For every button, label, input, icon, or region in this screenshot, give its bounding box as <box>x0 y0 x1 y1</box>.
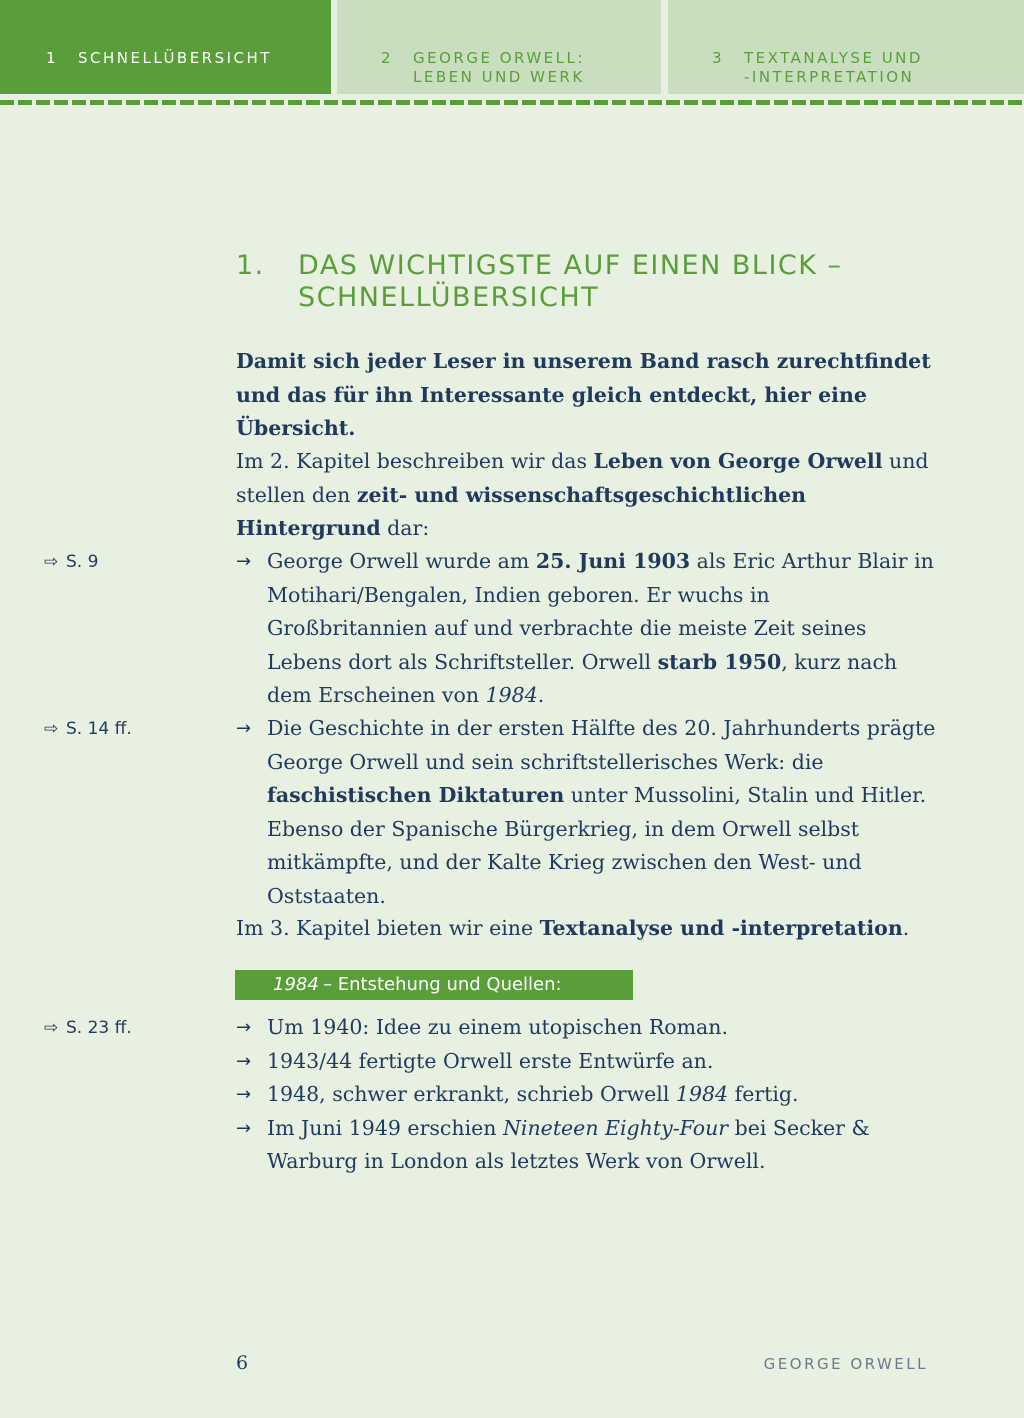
tab-label: GEORGE ORWELL: LEBEN UND WERK <box>413 49 585 86</box>
tab-leben-und-werk[interactable] <box>337 0 661 94</box>
arrow-right-outline-icon: ⇨ <box>44 719 59 739</box>
tab-textanalyse[interactable] <box>668 0 1024 94</box>
running-footer-author: GEORGE ORWELL <box>763 1355 928 1373</box>
page-reference[interactable]: ⇨ S. 14 ff. <box>44 719 132 739</box>
chapter2-list-2 <box>236 712 936 913</box>
section-label-box <box>235 970 633 1000</box>
arrow-right-outline-icon: ⇨ <box>44 1018 59 1038</box>
arrow-right-icon: → <box>236 1017 252 1038</box>
tab-schnelluebersicht[interactable] <box>0 0 331 94</box>
tab-label: TEXTANALYSE UND -INTERPRETATION <box>744 49 923 86</box>
list-item: → 1943/44 fertigte Orwell erste Entwürfe an. <box>236 1045 936 1079</box>
intro-paragraph: Damit sich jeder Leser in unserem Band rasch zurechtfindet und das für ihn Interessante gleich entdeckt, hier eine Übersicht. <box>236 349 931 440</box>
list-item: → Im Juni 1949 erschien Nineteen Eighty-Four bei Secker & Warburg in London als letztes Werk von Orwell. <box>236 1112 936 1179</box>
chapter2-list <box>236 545 936 713</box>
tab-label: SCHNELLÜBERSICHT <box>78 49 272 67</box>
tab-number: 1 <box>46 49 59 67</box>
box-title: – Entstehung und Quellen: <box>323 974 562 995</box>
list-item: → Die Geschichte in der ersten Hälfte des 20. Jahrhunderts prägte George Orwell und sein schriftstellerisches Werk: die faschistischen Diktaturen unter Mussolini, Stalin und Hitler. Ebenso der Spanische Bürgerkrieg, in dem Orwell selbst mitkämpfte, und der Kalte Krieg zwischen den West- und Oststaaten. <box>236 712 936 913</box>
arrow-right-icon: → <box>236 551 252 572</box>
arrow-right-icon: → <box>236 718 252 739</box>
list-item: → Um 1940: Idee zu einem utopischen Roman. <box>236 1011 936 1045</box>
page-reference[interactable]: ⇨ S. 9 <box>44 552 99 572</box>
box-italic-title: 1984 <box>273 974 319 995</box>
origin-list <box>236 1011 936 1179</box>
tab-number: 3 <box>712 49 725 67</box>
chapter3-paragraph: Im 3. Kapitel bieten wir eine Textanalyse und -interpretation. <box>236 916 910 940</box>
arrow-right-icon: → <box>236 1084 252 1105</box>
chapter-tabs <box>0 0 1024 96</box>
chapter-title: DAS WICHTIGSTE AUF EINEN BLICK – SCHNELLÜBERSICHT <box>298 250 843 313</box>
arrow-right-icon: → <box>236 1050 252 1072</box>
list-item: → 1948, schwer erkrankt, schrieb Orwell 1984 fertig. <box>236 1078 936 1112</box>
page-reference[interactable]: ⇨ S. 23 ff. <box>44 1018 132 1038</box>
tab-number: 2 <box>381 49 394 67</box>
chapter-number: 1. <box>236 250 265 281</box>
page-number: 6 <box>236 1352 249 1374</box>
list-item: → George Orwell wurde am 25. Juni 1903 als Eric Arthur Blair in Motihari/Bengalen, Indien geboren. Er wuchs in Großbritannien auf und verbrachte die meiste Zeit seines Lebens dort als Schriftsteller. Orwell starb 1950, kurz nach dem Erscheinen von 1984. <box>236 545 936 713</box>
arrow-right-outline-icon: ⇨ <box>44 552 59 572</box>
arrow-right-icon: → <box>236 1117 252 1139</box>
chapter2-paragraph: Im 2. Kapitel beschreiben wir das Leben von George Orwell und stellen den zeit- und wissenschaftsgeschichtlichen Hintergrund dar: <box>236 449 929 540</box>
dashed-divider <box>0 100 1024 105</box>
